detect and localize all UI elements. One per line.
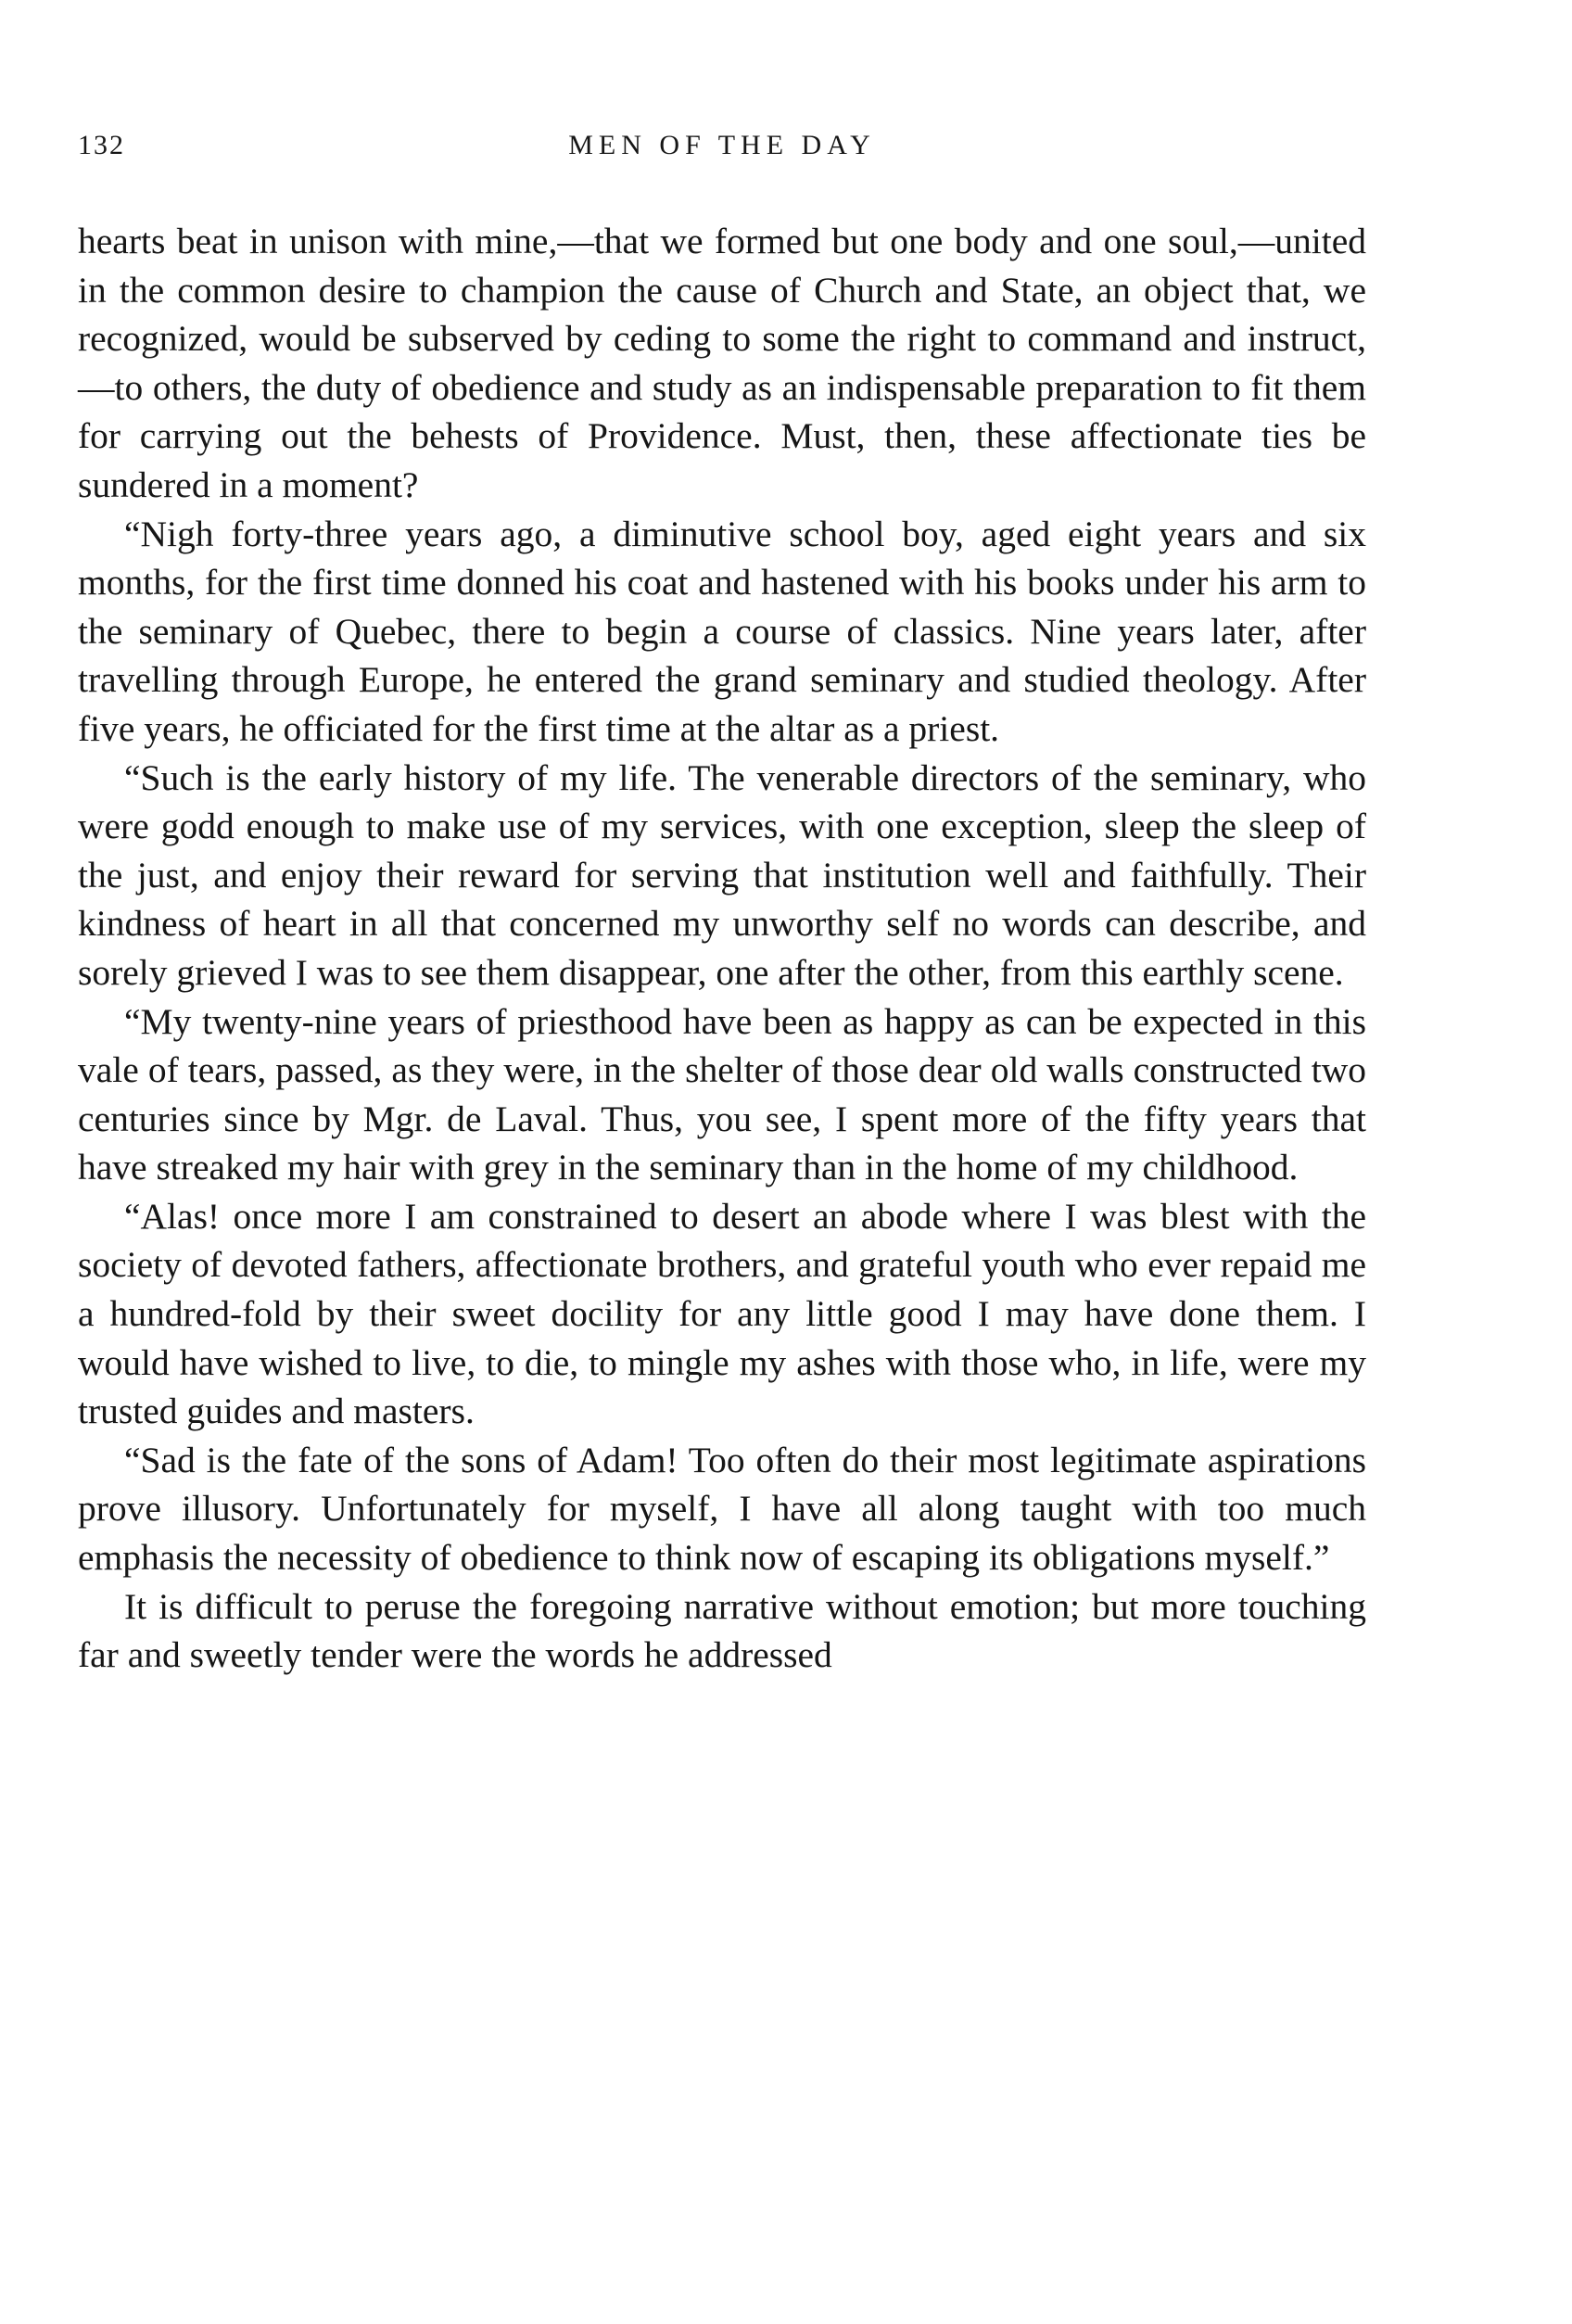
page-number: 132 bbox=[78, 130, 125, 160]
paragraph: It is difficult to peruse the foregoing narrative without emotion; but more touching far and sweetly tender were the words he addressed bbox=[78, 1585, 1366, 1676]
paragraph: “Nigh forty-three years ago, a diminutive school boy, aged eight years and six months, for the first time donned his coat and hastened with his books under his arm to the seminary of Quebec, there to begin a course of classics. Nine years later, after travelling through Europe, he entered the grand seminary and studied theology. After five years, he officiated for the first time at the altar as a priest. bbox=[78, 513, 1366, 749]
book-page bbox=[78, 130, 1366, 1680]
running-header bbox=[78, 130, 1366, 185]
paragraph: “Sad is the fate of the sons of Adam! Too often do their most legitimate aspirations prove illusory. Unfortunately for myself, I have all along taught with too much emphasis the necessity of obedience to think now of escaping its obligations myself.” bbox=[78, 1439, 1366, 1579]
running-title: MEN OF THE DAY bbox=[568, 130, 876, 160]
body-text bbox=[78, 217, 1366, 1680]
paragraph: “Alas! once more I am constrained to desert an abode where I was blest with the society of devoted fathers, affectionate brothers, and grateful youth who ever repaid me a hundred-fold by their sweet docility for any little good I may have done them. I would have wished to live, to die, to mingle my ashes with those who, in life, were my trusted guides and masters. bbox=[78, 1195, 1366, 1432]
paragraph: “My twenty-nine years of priesthood have been as happy as can be expected in this vale of tears, passed, as they were, in the shelter of those dear old walls constructed two centuries since by Mgr. de Laval. Thus, you see, I spent more of the fifty years that have streaked my hair with grey in the seminary than in the home of my childhood. bbox=[78, 1000, 1366, 1188]
paragraph: “Such is the early history of my life. The venerable directors of the seminary, who were godd enough to make use of my services, with one exception, sleep the sleep of the just, and enjoy their reward for serving that institution well and faithfully. Their kindness of heart in all that concerned my unworthy self no words can describe, and sorely grieved I was to see them disappear, one after the other, from this earthly scene. bbox=[78, 756, 1366, 993]
paragraph: hearts beat in unison with mine,—that we formed but one body and one soul,—united in the common desire to champion the cause of Church and State, an object that, we recognized, would be subserved by ceding to some the right to command and instruct,—to others, the duty of obedience and study as an indispensable preparation to fit them for carrying out the behests of Providence. Must, then, these affectionate ties be sundered in a moment? bbox=[78, 221, 1366, 505]
